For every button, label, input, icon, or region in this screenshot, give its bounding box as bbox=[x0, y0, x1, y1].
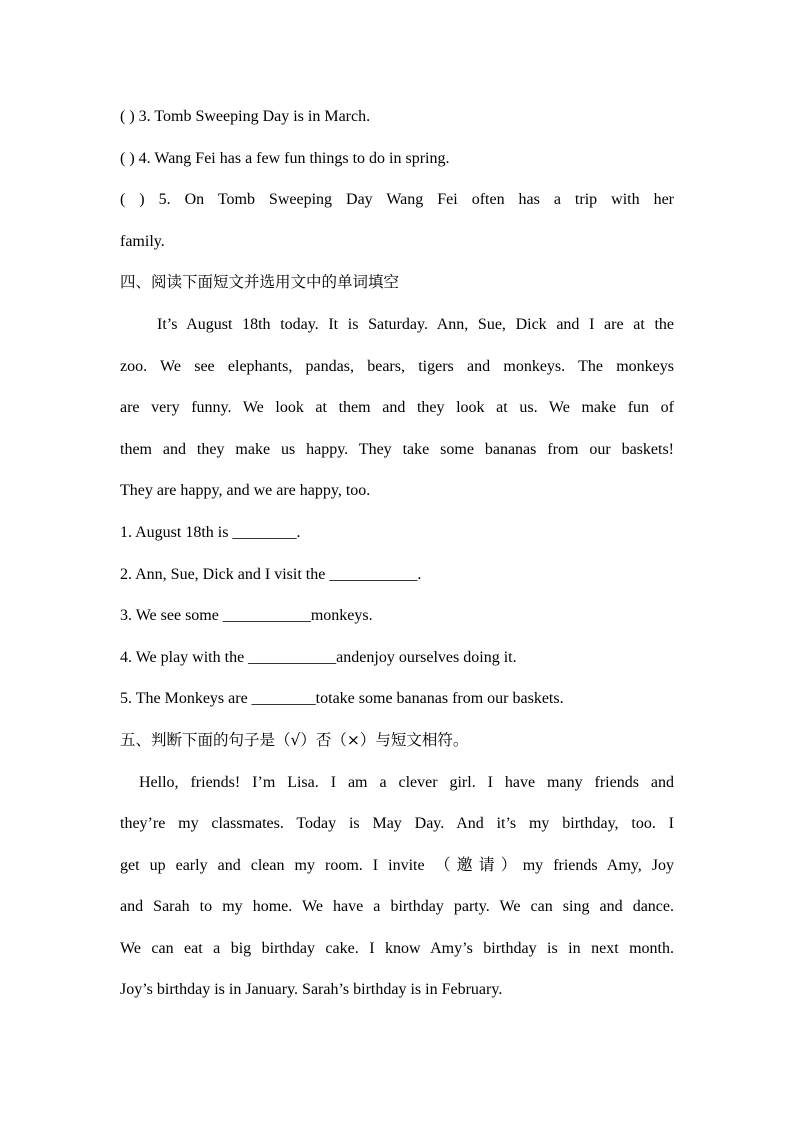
passage-1-line-5: They are happy, and we are happy, too. bbox=[120, 482, 371, 500]
passage-2-line-6: Joy’s birthday is in January. Sarah’s birthday is in February. bbox=[120, 981, 503, 999]
passage-2-line-1: Hello, friends! I’m Lisa. I am a clever girl. I have many friends and bbox=[139, 773, 674, 791]
passage-1-line-1: It’s August 18th today. It is Saturday. Ann, Sue, Dick and I are at the bbox=[157, 315, 674, 333]
blank-question-3: 3. We see some ___________monkeys. bbox=[120, 607, 373, 625]
passage-1-line-4: them and they make us happy. They take some bananas from our baskets! bbox=[120, 440, 674, 458]
passage-2-line-3: get up early and clean my room. I invite （邀请）my friends Amy, Joy bbox=[120, 856, 674, 874]
question-5-continued: family. bbox=[120, 232, 165, 250]
blank-question-4: 4. We play with the ___________andenjoy ourselves doing it. bbox=[120, 648, 517, 666]
question-3: ( ) 3. Tomb Sweeping Day is in March. bbox=[120, 108, 371, 125]
section-5-heading: 五、判断下面的句子是（√）否（×）与短文相符。 bbox=[120, 730, 469, 749]
question-4: ( ) 4. Wang Fei has a few fun things to do in spring. bbox=[120, 149, 450, 167]
section-4-heading: 四、阅读下面短文并选用文中的单词填空 bbox=[120, 273, 400, 292]
blank-question-1: 1. August 18th is ________. bbox=[120, 523, 301, 541]
blank-question-2: 2. Ann, Sue, Dick and I visit the ___________. bbox=[120, 565, 422, 583]
passage-1-line-2: zoo. We see elephants, pandas, bears, tigers and monkeys. The monkeys bbox=[120, 357, 674, 375]
question-5: ( ) 5. On Tomb Sweeping Day Wang Fei often has a trip with her bbox=[120, 191, 674, 209]
passage-2-line-4: and Sarah to my home. We have a birthday party. We can sing and dance. bbox=[120, 898, 674, 916]
blank-question-5: 5. The Monkeys are ________totake some bananas from our baskets. bbox=[120, 690, 564, 708]
passage-1-line-3: are very funny. We look at them and they look at us. We make fun of bbox=[120, 399, 674, 417]
worksheet-page bbox=[120, 96, 674, 1011]
passage-2-line-5: We can eat a big birthday cake. I know Amy’s birthday is in next month. bbox=[120, 939, 674, 957]
passage-2-line-2: they’re my classmates. Today is May Day. And it’s my birthday, too. I bbox=[120, 815, 674, 833]
